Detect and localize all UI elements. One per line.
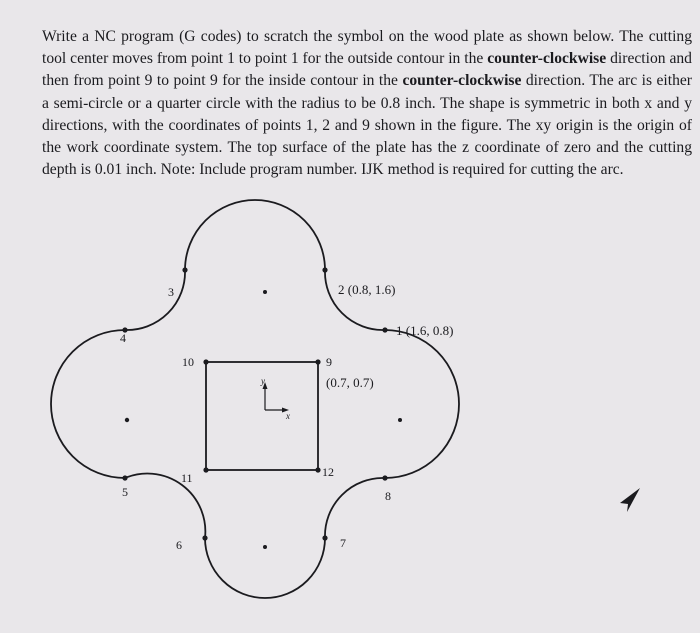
origin-axes: [263, 382, 290, 413]
label-point-8: 8: [385, 489, 391, 503]
point-7: [322, 535, 327, 540]
point-12: [315, 467, 320, 472]
arc-center-left: [125, 418, 129, 422]
label-point-3: 3: [168, 285, 174, 299]
point-5: [122, 475, 127, 480]
problem-bold-ccw-2: counter-clockwise: [402, 72, 522, 90]
problem-text-part2: direction and then from point 9 to point 9 for the inside contour in the: [42, 50, 692, 90]
label-point-2: 2 (0.8, 1.6): [338, 282, 396, 297]
label-point-4: 4: [120, 331, 126, 345]
label-point-6: 6: [176, 538, 182, 552]
outer-contour: [51, 200, 459, 598]
point-2: [322, 267, 327, 272]
label-point-12: 12: [322, 465, 334, 479]
arc-center-dots: [125, 290, 402, 549]
label-point-9-coord: (0.7, 0.7): [326, 375, 374, 390]
arc-center-bottom: [263, 545, 267, 549]
problem-bold-ccw-1: counter-clockwise: [487, 50, 607, 68]
point-3: [182, 267, 187, 272]
arc-center-right: [398, 418, 402, 422]
pointer-cursor-icon: [620, 488, 640, 512]
point-10: [203, 359, 208, 364]
label-point-5: 5: [122, 485, 128, 499]
point-6: [202, 535, 207, 540]
label-point-1: 1 (1.6, 0.8): [396, 323, 454, 338]
point-8: [382, 475, 387, 480]
axis-label-x: x: [286, 411, 290, 421]
problem-text-part3: direction. The arc is either a semi-circle or a quarter circle with the radius to be 0.8 inch. The shape is symmetric in both x and y directions, with the coordinates of points 1, 2 and 9 shown in the figure. The xy origin is the origin of the work coordinate system. The top surface of the plate has the z coordinate of zero and the cutting depth is 0.01 inch. Note: Include program number. IJK method is required for cutting the arc.: [42, 72, 692, 179]
label-point-11: 11: [181, 471, 193, 485]
point-11: [203, 467, 208, 472]
point-9: [315, 359, 320, 364]
contour-points: [122, 267, 387, 540]
arc-center-top: [263, 290, 267, 294]
label-point-7: 7: [340, 536, 346, 550]
problem-text-part1: Write a NC program (G codes) to scratch the symbol on the wood plate as shown below. The cutting tool center moves from point 1 to point 1 for the outside contour in the: [42, 28, 692, 68]
axis-label-y: y: [261, 376, 265, 386]
label-point-10: 10: [182, 355, 194, 369]
label-point-9: 9: [326, 355, 332, 369]
point-1: [382, 327, 387, 332]
